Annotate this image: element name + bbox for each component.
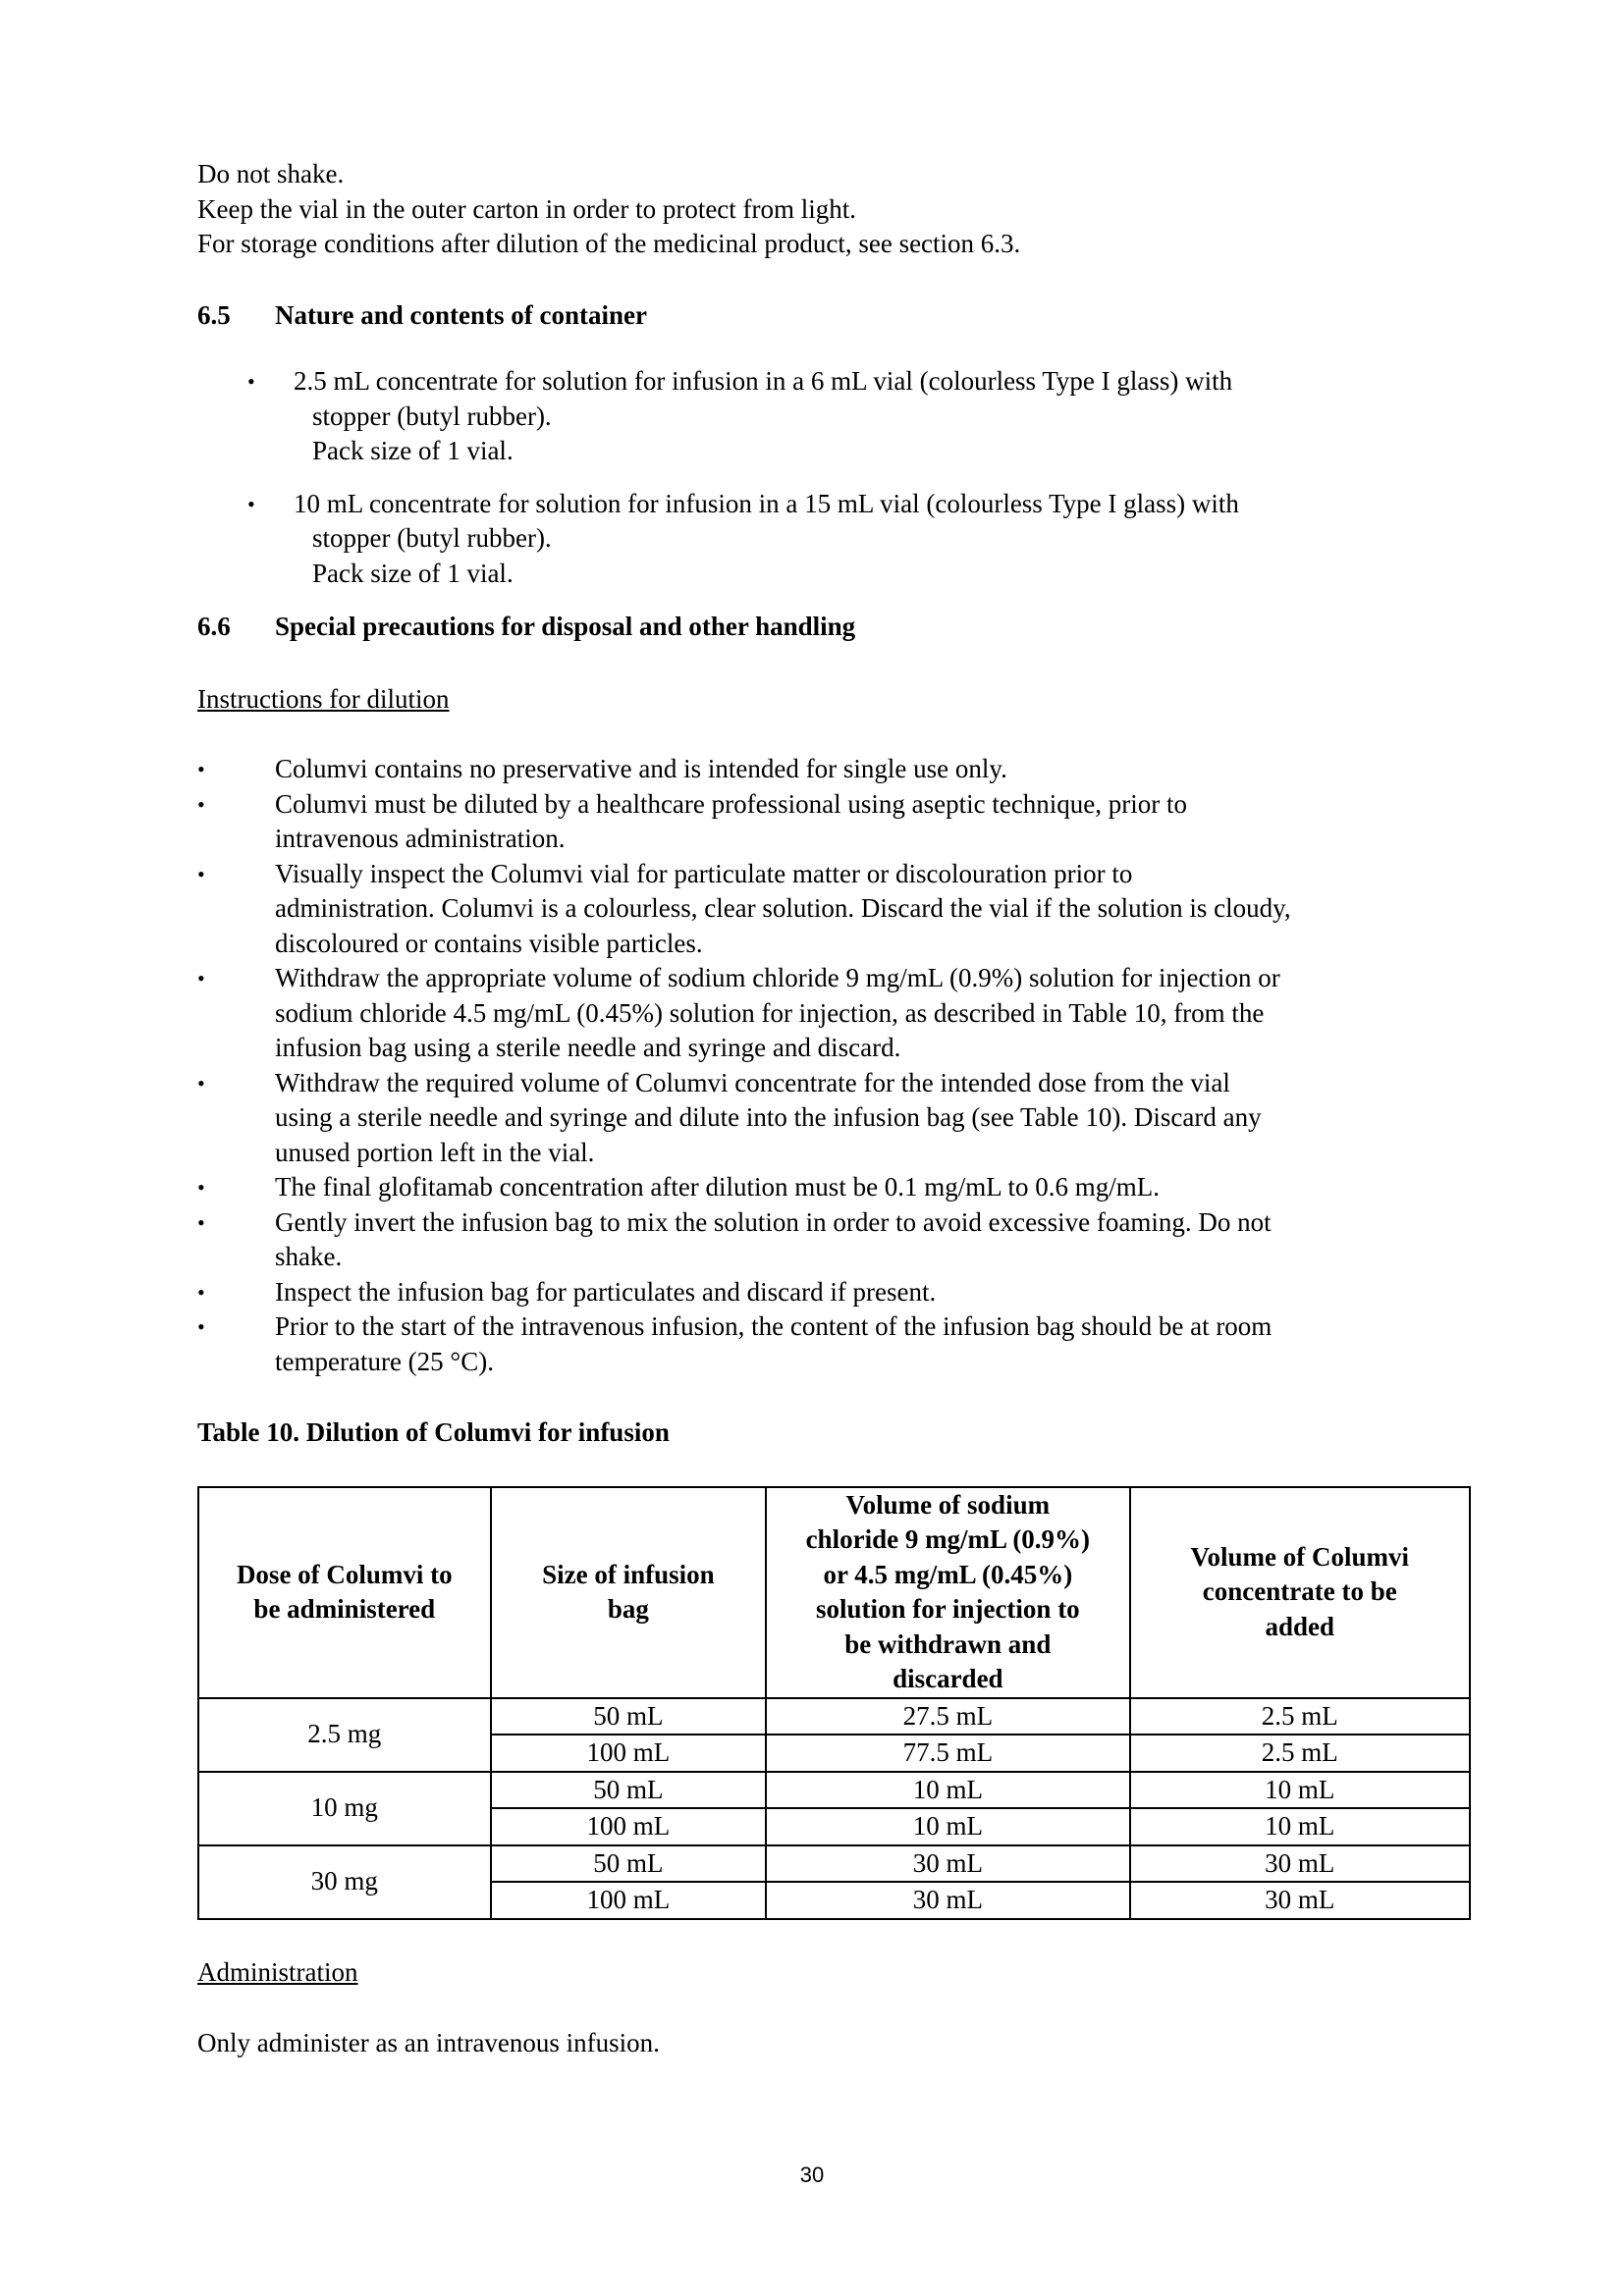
table-cell: 10 mL: [766, 1808, 1129, 1845]
list-item: [197, 1066, 1474, 1171]
table-cell: 100 mL: [491, 1808, 767, 1845]
dose-cell: 2.5 mg: [198, 1698, 491, 1772]
table-cell: 2.5 mL: [1130, 1698, 1471, 1735]
list-item: [197, 1205, 1474, 1275]
item-text: 10 mL concentrate for solution for infusion in a 15 mL vial (colourless Type I glass) with: [294, 488, 1239, 518]
subsection-title: Instructions for dilution: [197, 683, 450, 714]
document-page: [197, 157, 1474, 2061]
table-cell: 30 mL: [766, 1882, 1129, 1919]
table-cell: 77.5 mL: [766, 1735, 1129, 1772]
list-item: [197, 364, 1474, 469]
item-text: Prior to the start of the intravenous infusion, the content of the infusion bag should be at room: [275, 1311, 1272, 1341]
table-cell: 2.5 mL: [1130, 1735, 1471, 1772]
list-item: [197, 961, 1474, 1066]
dilution-table: [197, 1486, 1471, 1920]
item-text: Columvi must be diluted by a healthcare professional using aseptic technique, prior to: [275, 788, 1188, 819]
item-text: Inspect the infusion bag for particulates and discard if present.: [275, 1276, 937, 1307]
page-number: 30: [799, 2163, 825, 2187]
section-heading-6-6: [197, 610, 1474, 645]
item-text: shake.: [275, 1242, 343, 1271]
dose-cell: 10 mg: [198, 1772, 491, 1845]
table-title: Table 10. Dilution of Columvi for infusion: [197, 1417, 670, 1447]
subsection-title: Administration: [197, 1956, 358, 1987]
item-text: Gently invert the infusion bag to mix the solution in order to avoid excessive foaming. Do not: [275, 1206, 1272, 1237]
table-cell: 30 mL: [1130, 1845, 1471, 1883]
item-text: sodium chloride 4.5 mg/mL (0.45%) solution for injection, as described in Table 10, from the: [275, 997, 1265, 1028]
bullet-icon: •: [247, 369, 255, 394]
intro-line: Keep the vial in the outer carton in order to protect from light.: [197, 193, 857, 224]
container-list: [197, 364, 1474, 591]
bullet-icon: •: [197, 1279, 205, 1305]
item-text: Withdraw the appropriate volume of sodium chloride 9 mg/mL (0.9%) solution for injection or: [275, 963, 1280, 992]
item-text: stopper (butyl rubber).: [312, 400, 552, 431]
item-text: Pack size of 1 vial.: [312, 558, 514, 588]
table-cell: 10 mL: [766, 1772, 1129, 1809]
item-text: unused portion left in the vial.: [275, 1137, 595, 1167]
section-title: Nature and contents of container: [275, 299, 647, 330]
bullet-icon: •: [197, 861, 205, 886]
list-item: [197, 1275, 1474, 1310]
item-text: discoloured or contains visible particles.: [275, 928, 703, 958]
item-text: Columvi contains no preservative and is intended for single use only.: [275, 754, 1007, 783]
dilution-instructions: [197, 752, 1474, 1379]
table-cell: 30 mL: [766, 1845, 1129, 1883]
table-cell: 50 mL: [491, 1845, 767, 1883]
header-withdraw-volume: Volume of sodium chloride 9 mg/mL (0.9%) or 4.5 mg/mL (0.45%) solution for injection to be withdrawn and discarded: [766, 1487, 1129, 1698]
item-text: infusion bag using a sterile needle and syringe and discard.: [275, 1033, 901, 1062]
item-text: The final glofitamab concentration after dilution must be 0.1 mg/mL to 0.6 mg/mL.: [275, 1172, 1161, 1201]
bullet-icon: •: [197, 1209, 205, 1235]
item-text: Visually inspect the Columvi vial for particulate matter or discolouration prior to: [275, 858, 1133, 888]
section-number: 6.5: [197, 299, 231, 330]
table-header-row: [198, 1487, 1470, 1698]
item-text: 2.5 mL concentrate for solution for infusion in a 6 mL vial (colourless Type I glass) with: [294, 366, 1233, 396]
bullet-icon: •: [197, 1314, 205, 1339]
section-title: Special precautions for disposal and other handling: [275, 612, 856, 641]
list-item: [197, 752, 1474, 787]
intro-line: For storage conditions after dilution of the medicinal product, see section 6.3.: [197, 229, 1021, 258]
header-dose: Dose of Columvi to be administered: [198, 1487, 491, 1698]
intro-block: [197, 157, 1474, 262]
item-text: stopper (butyl rubber).: [312, 523, 552, 553]
table-cell: 50 mL: [491, 1698, 767, 1735]
table-row: [198, 1698, 1470, 1735]
table-cell: 27.5 mL: [766, 1698, 1129, 1735]
table-cell: 50 mL: [491, 1772, 767, 1809]
item-text: Withdraw the required volume of Columvi concentrate for the intended dose from the vial: [275, 1067, 1230, 1097]
bullet-icon: •: [197, 966, 205, 990]
bullet-icon: •: [197, 791, 205, 817]
table-cell: 30 mL: [1130, 1882, 1471, 1919]
table-row: [198, 1845, 1470, 1883]
table-cell: 10 mL: [1130, 1808, 1471, 1845]
header-bag-size: Size of infusion bag: [491, 1487, 767, 1698]
list-item: [197, 1309, 1474, 1379]
administration-text: Only administer as an intravenous infusion.: [197, 2028, 660, 2057]
list-item: [197, 857, 1474, 962]
dose-cell: 30 mg: [198, 1845, 491, 1919]
header-concentrate-volume: Volume of Columvi concentrate to be added: [1130, 1487, 1471, 1698]
list-item: [197, 1170, 1474, 1205]
table-cell: 100 mL: [491, 1882, 767, 1919]
section-number: 6.6: [197, 612, 231, 641]
intro-line: Do not shake.: [197, 159, 345, 188]
list-item: [197, 787, 1474, 857]
bullet-icon: •: [247, 491, 255, 516]
item-text: intravenous administration.: [275, 824, 566, 853]
bullet-icon: •: [197, 1070, 205, 1095]
bullet-icon: •: [197, 1175, 205, 1200]
list-item: [197, 487, 1474, 592]
item-text: temperature (25 °C).: [275, 1346, 494, 1376]
table-row: [198, 1772, 1470, 1809]
item-text: using a sterile needle and syringe and dilute into the infusion bag (see Table 10). Discard any: [275, 1102, 1262, 1132]
item-text: Pack size of 1 vial.: [312, 436, 514, 465]
table-cell: 10 mL: [1130, 1772, 1471, 1809]
bullet-icon: •: [197, 757, 205, 781]
section-heading-6-5: [197, 298, 1474, 334]
table-cell: 100 mL: [491, 1735, 767, 1772]
item-text: administration. Columvi is a colourless, clear solution. Discard the vial if the solution is cloudy,: [275, 893, 1291, 923]
